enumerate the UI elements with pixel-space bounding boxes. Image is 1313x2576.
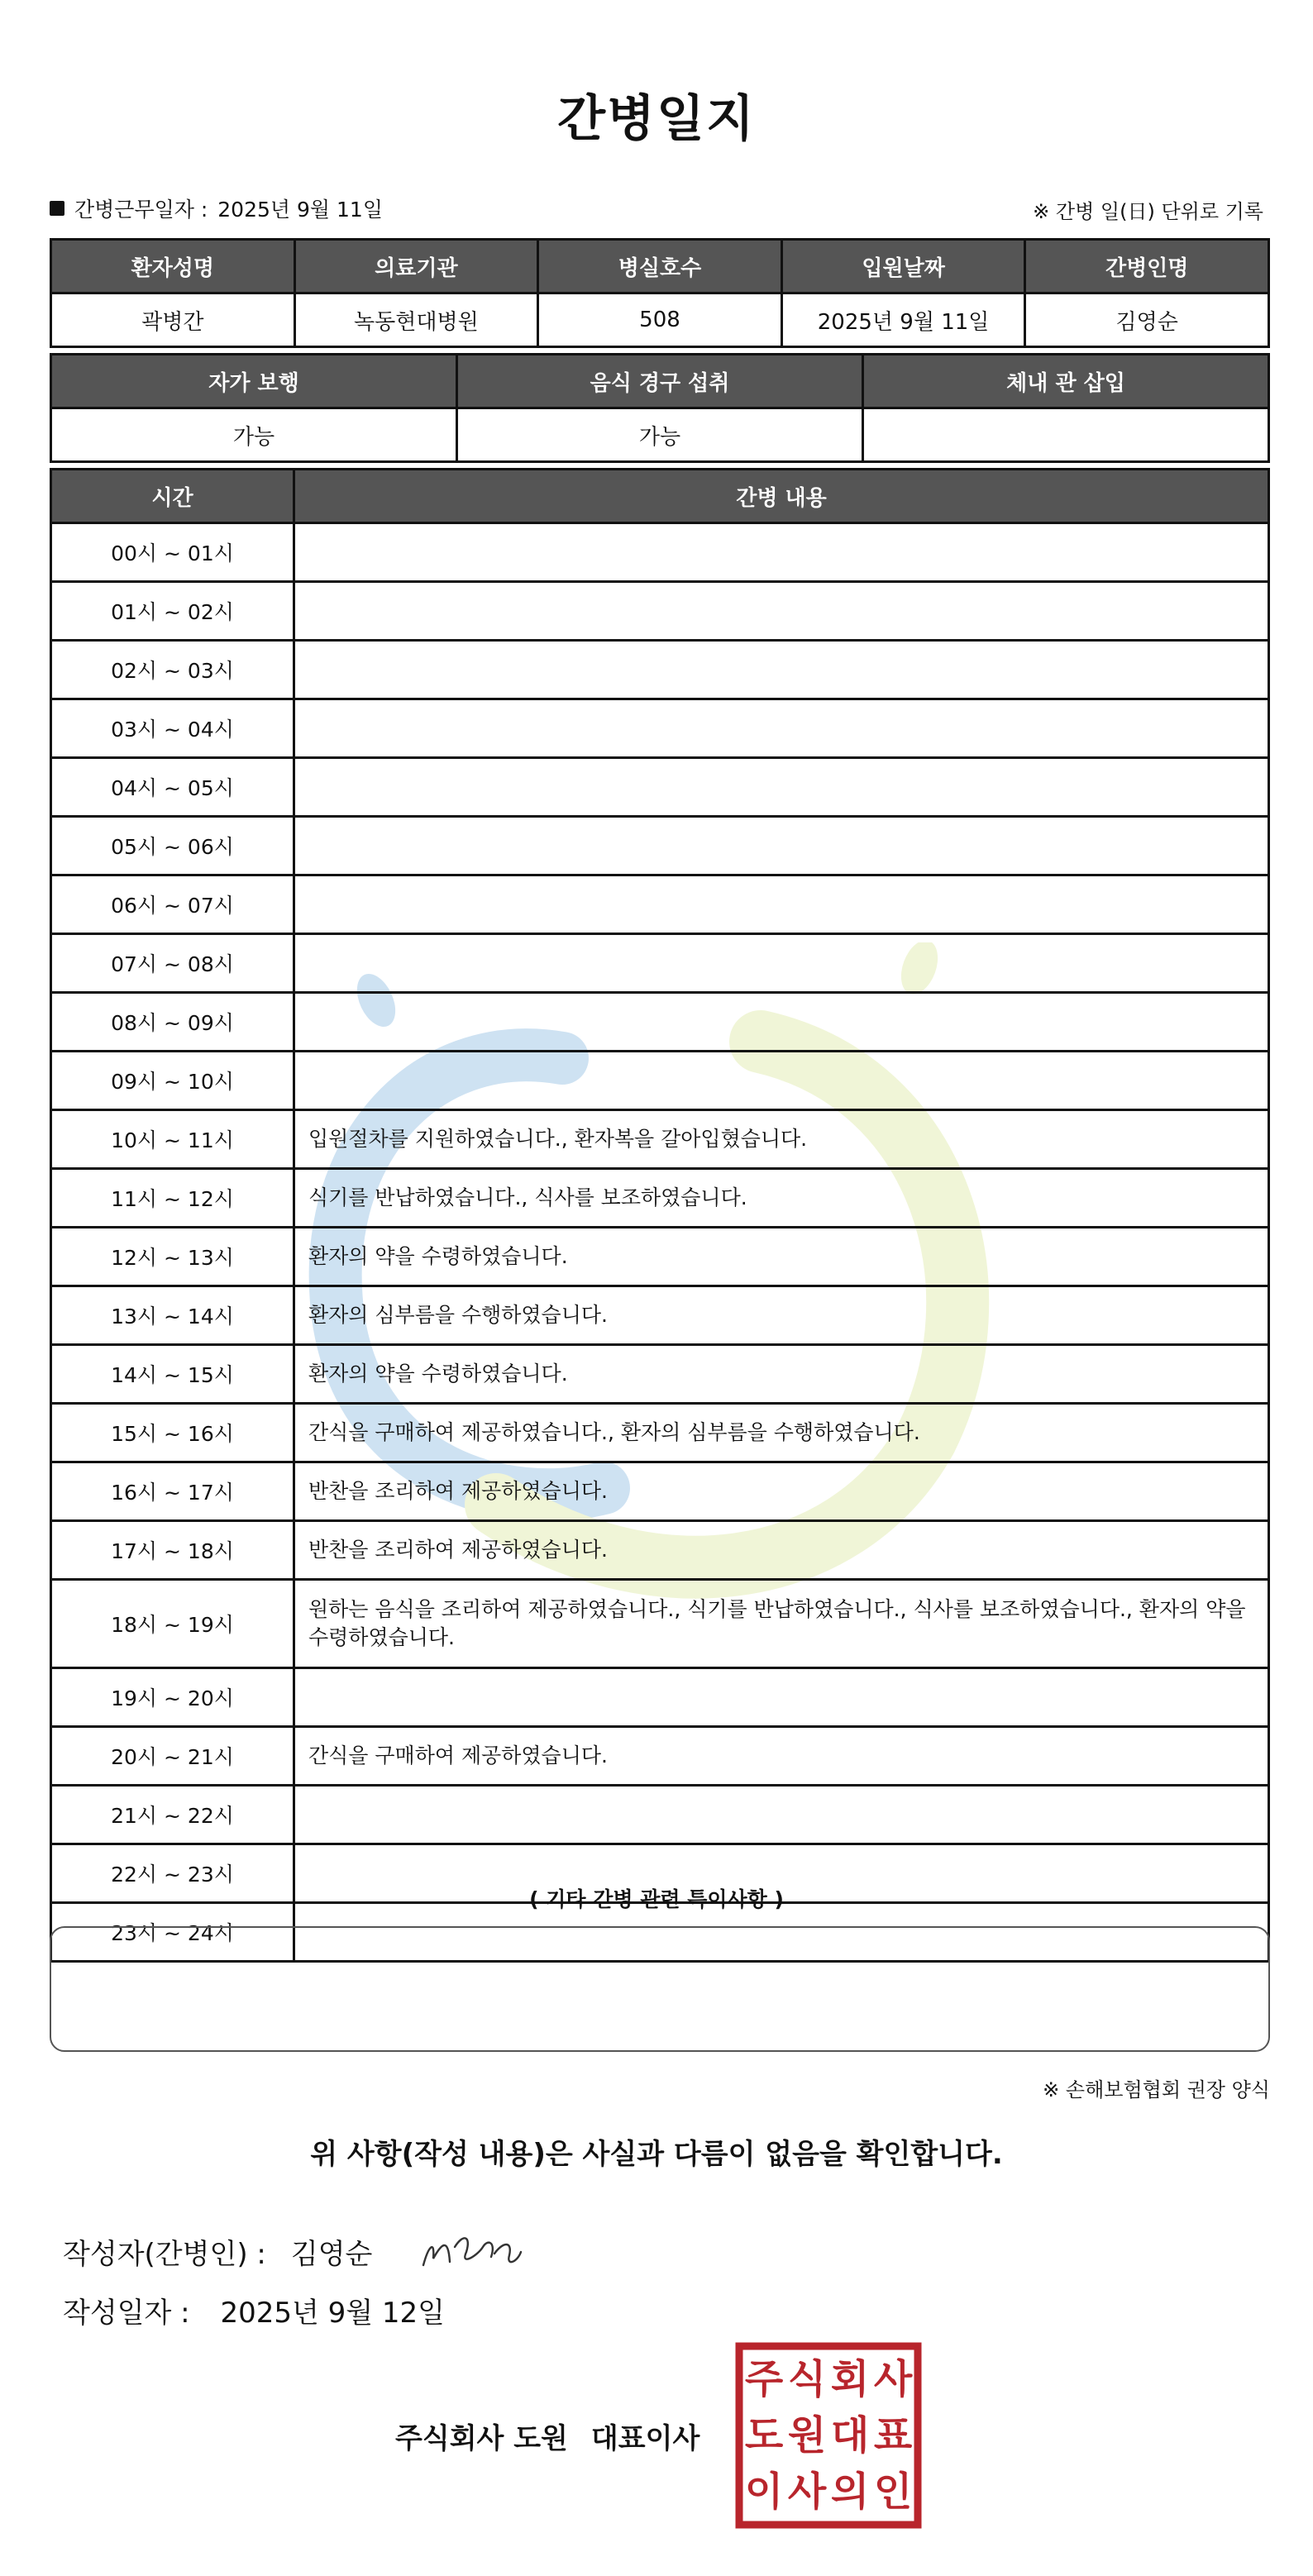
care-log-content: 반찬을 조리하여 제공하였습니다.	[294, 1462, 1269, 1521]
company-signature-line	[395, 2416, 699, 2456]
care-log-time: 08시 ~ 09시	[51, 993, 294, 1052]
signature-icon	[417, 2222, 524, 2280]
seal-character: 대	[830, 2412, 870, 2459]
header-hospital: 의료기관	[294, 240, 538, 293]
care-log-content: 반찬을 조리하여 제공하였습니다.	[294, 1521, 1269, 1580]
header-caregiver-name: 간병인명	[1025, 240, 1269, 293]
care-log-row	[51, 1169, 1269, 1228]
care-log-content	[294, 934, 1269, 993]
care-log-row	[51, 993, 1269, 1052]
care-log-time: 07시 ~ 08시	[51, 934, 294, 993]
care-log-row	[51, 641, 1269, 699]
care-log-row	[51, 1521, 1269, 1580]
care-log-row	[51, 1052, 1269, 1110]
care-log-row	[51, 1786, 1269, 1844]
header-time: 시간	[51, 470, 294, 523]
record-note: ※ 간병 일(日) 단위로 기록	[1033, 200, 1263, 223]
writer-label: 작성자(간병인) :	[63, 2237, 266, 2271]
company-seal-icon	[734, 2341, 923, 2530]
hospital-name: 녹동현대병원	[294, 293, 538, 347]
care-log-time: 01시 ~ 02시	[51, 582, 294, 641]
header-room-number: 병실호수	[538, 240, 782, 293]
care-log-content	[294, 817, 1269, 875]
care-log-content	[294, 1052, 1269, 1110]
care-log-content: 원하는 음식을 조리하여 제공하였습니다., 식기를 반납하였습니다., 식사를 보조하였습니다., 환자의 약을 수령하였습니다.	[294, 1580, 1269, 1668]
seal-character: 주	[744, 2356, 784, 2402]
care-log-content: 환자의 심부름을 수행하였습니다.	[294, 1286, 1269, 1345]
care-log-time: 11시 ~ 12시	[51, 1169, 294, 1228]
care-log-time: 19시 ~ 20시	[51, 1668, 294, 1727]
work-date-value: 2025년 9월 11일	[217, 198, 383, 222]
care-log-time: 06시 ~ 07시	[51, 875, 294, 934]
admission-date: 2025년 9월 11일	[781, 293, 1025, 347]
care-log-content: 간식을 구매하여 제공하였습니다.	[294, 1727, 1269, 1786]
care-log-content	[294, 523, 1269, 582]
header-admission-date: 입원날짜	[781, 240, 1025, 293]
header-care-content: 간병 내용	[294, 470, 1269, 523]
care-log-time: 23시 ~ 24시	[51, 1903, 294, 1962]
notes-title: ( 기타 간병 관련 특이사항 )	[529, 1887, 784, 1911]
care-log-time: 03시 ~ 04시	[51, 699, 294, 758]
room-number: 508	[538, 293, 782, 347]
seal-character: 표	[873, 2412, 913, 2459]
write-date-value: 2025년 9월 12일	[220, 2297, 446, 2330]
caregiver-name: 김영순	[1025, 293, 1269, 347]
care-log-content: 환자의 약을 수령하였습니다.	[294, 1228, 1269, 1286]
care-log-time: 20시 ~ 21시	[51, 1727, 294, 1786]
tube-insertion-value	[863, 408, 1269, 462]
care-log-table	[50, 468, 1270, 1963]
care-log-content	[294, 699, 1269, 758]
seal-character: 인	[873, 2469, 913, 2515]
notes-box	[50, 1926, 1270, 2052]
header-self-walking: 자가 보행	[51, 355, 457, 408]
association-note: ※ 손해보험협회 권장 양식	[1043, 2078, 1270, 2101]
patient-status-header-row	[51, 355, 1269, 408]
header-oral-intake: 음식 경구 섭취	[457, 355, 863, 408]
care-log-header-row	[51, 470, 1269, 523]
patient-info-table	[50, 238, 1270, 348]
header-tube-insertion: 체내 관 삽입	[863, 355, 1269, 408]
care-log-time: 12시 ~ 13시	[51, 1228, 294, 1286]
care-log-row	[51, 1580, 1269, 1668]
care-log-content	[294, 758, 1269, 817]
care-log-content	[294, 1786, 1269, 1844]
company-title: 대표이사	[590, 2422, 700, 2455]
self-walking-value: 가능	[51, 408, 457, 462]
work-date-label: 간병근무일자 :	[74, 198, 208, 222]
care-log-row	[51, 817, 1269, 875]
care-log-time: 05시 ~ 06시	[51, 817, 294, 875]
seal-character: 회	[830, 2356, 870, 2402]
care-log-content	[294, 1668, 1269, 1727]
square-bullet-icon	[50, 201, 64, 216]
care-log-row	[51, 1462, 1269, 1521]
care-log-content	[294, 641, 1269, 699]
care-log-time: 17시 ~ 18시	[51, 1521, 294, 1580]
seal-character: 의	[830, 2469, 870, 2515]
care-log-content: 간식을 구매하여 제공하였습니다., 환자의 심부름을 수행하였습니다.	[294, 1404, 1269, 1462]
care-log-row	[51, 699, 1269, 758]
company-name: 주식회사 도원	[395, 2422, 568, 2455]
patient-status-value-row	[51, 408, 1269, 462]
patient-info-value-row	[51, 293, 1269, 347]
care-log-time: 10시 ~ 11시	[51, 1110, 294, 1169]
patient-name: 곽병간	[51, 293, 295, 347]
work-date-row	[50, 193, 383, 223]
care-log-time: 18시 ~ 19시	[51, 1580, 294, 1668]
care-log-time: 22시 ~ 23시	[51, 1844, 294, 1903]
header-patient-name: 환자성명	[51, 240, 295, 293]
seal-character: 사	[787, 2469, 827, 2515]
care-log-content	[294, 993, 1269, 1052]
seal-character: 사	[873, 2356, 913, 2402]
write-date-label: 작성일자 :	[63, 2297, 190, 2330]
seal-character: 이	[744, 2469, 784, 2515]
care-log-row	[51, 523, 1269, 582]
care-log-content: 환자의 약을 수령하였습니다.	[294, 1345, 1269, 1404]
seal-character: 식	[787, 2356, 827, 2402]
writer-row	[63, 2222, 524, 2280]
oral-intake-value: 가능	[457, 408, 863, 462]
confirmation-statement: 위 사항(작성 내용)은 사실과 다름이 없음을 확인합니다.	[310, 2138, 1003, 2171]
seal-character: 원	[787, 2412, 827, 2459]
patient-info-header-row	[51, 240, 1269, 293]
care-log-time: 09시 ~ 10시	[51, 1052, 294, 1110]
care-log-time: 16시 ~ 17시	[51, 1462, 294, 1521]
care-log-row	[51, 1668, 1269, 1727]
care-log-content	[294, 582, 1269, 641]
patient-status-table	[50, 353, 1270, 463]
care-log-row	[51, 875, 1269, 934]
care-log-time: 00시 ~ 01시	[51, 523, 294, 582]
page-title: 간병일지	[557, 90, 756, 148]
care-log-row	[51, 758, 1269, 817]
care-log-content	[294, 875, 1269, 934]
care-log-body	[51, 523, 1269, 1962]
care-log-row	[51, 1727, 1269, 1786]
care-log-row	[51, 1228, 1269, 1286]
care-log-time: 04시 ~ 05시	[51, 758, 294, 817]
care-log-time: 15시 ~ 16시	[51, 1404, 294, 1462]
care-log-time: 21시 ~ 22시	[51, 1786, 294, 1844]
care-log-row	[51, 582, 1269, 641]
care-log-content: 입원절차를 지원하였습니다., 환자복을 갈아입혔습니다.	[294, 1110, 1269, 1169]
care-log-content: 식기를 반납하였습니다., 식사를 보조하였습니다.	[294, 1169, 1269, 1228]
write-date-row	[63, 2290, 445, 2330]
care-log-row	[51, 1286, 1269, 1345]
care-log-row	[51, 1110, 1269, 1169]
care-log-row	[51, 1345, 1269, 1404]
care-log-time: 13시 ~ 14시	[51, 1286, 294, 1345]
seal-character: 도	[744, 2412, 784, 2459]
care-log-row	[51, 1404, 1269, 1462]
writer-name: 김영순	[290, 2237, 373, 2271]
care-log-row	[51, 934, 1269, 993]
care-log-time: 14시 ~ 15시	[51, 1345, 294, 1404]
care-log-time: 02시 ~ 03시	[51, 641, 294, 699]
